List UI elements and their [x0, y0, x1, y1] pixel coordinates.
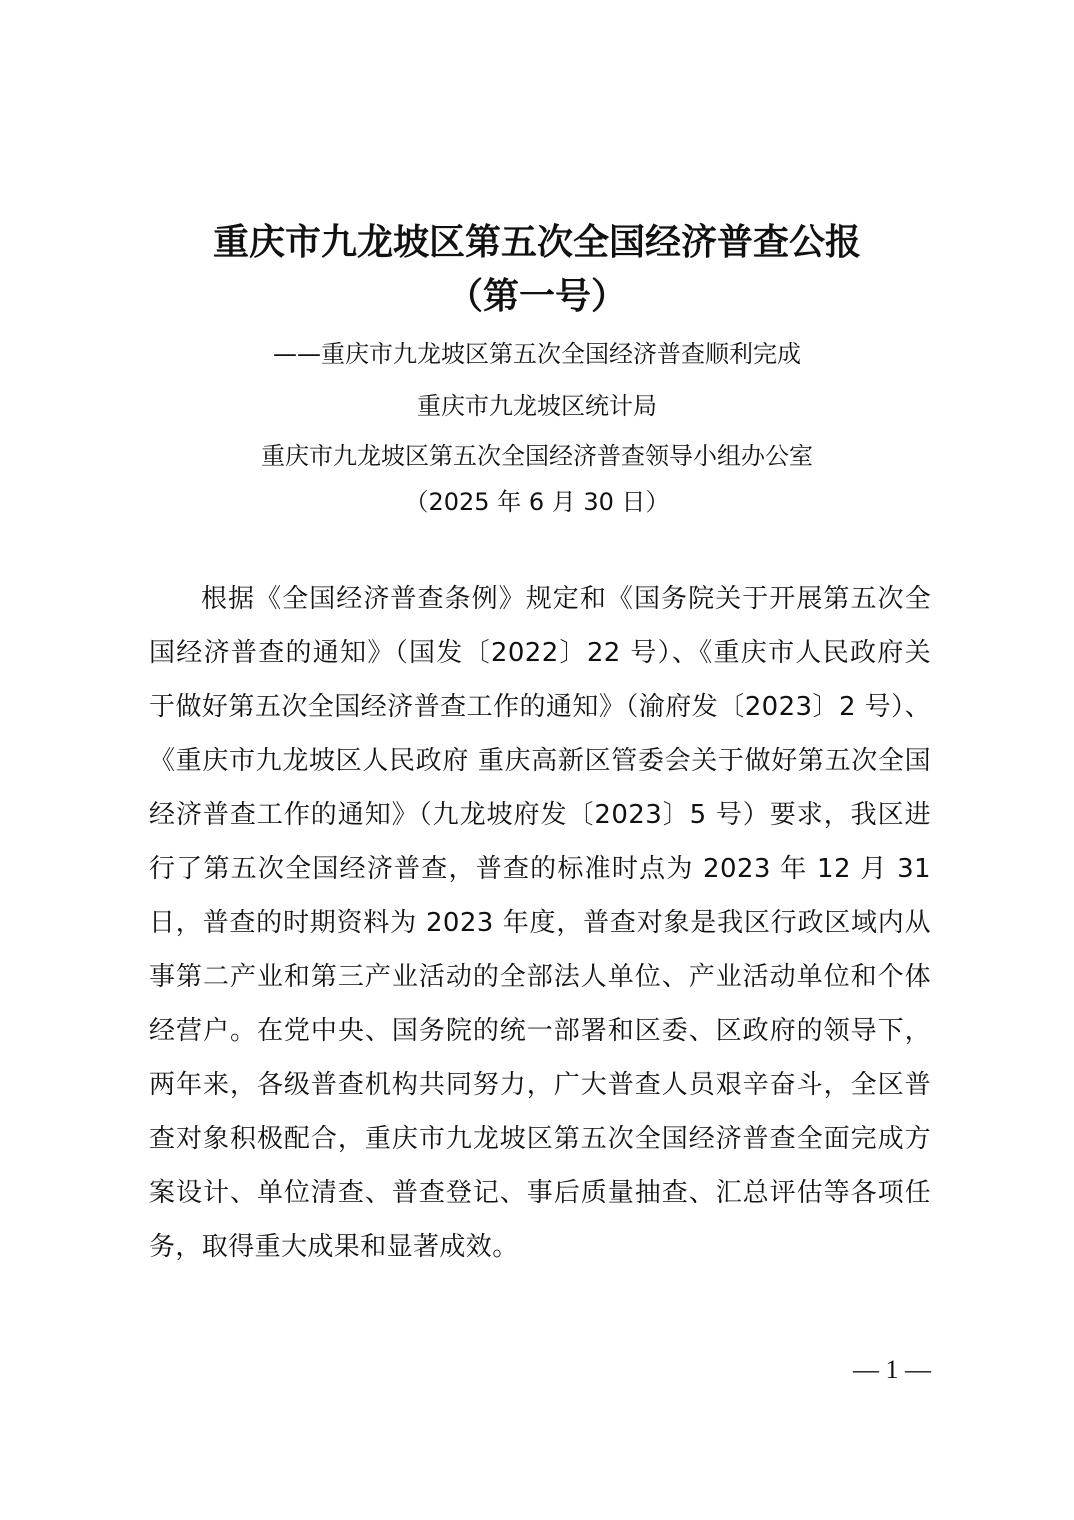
body-paragraph: 根据《全国经济普查条例》规定和《国务院关于开展第五次全国经济普查的通知》（国发〔2022〕22 号）、《重庆市人民政府关于做好第五次全国经济普查工作的通知》（渝府发〔2023〕2 号）、《重庆市九龙坡区人民政府 重庆高新区管委会关于做好第五次全国经济普查工作的通知》（九龙坡府发〔2023〕5 号）要求，我区进行了第五次全国经济普查，普查的标准时点为 2023 年 12 月 31 日，普查的时期资料为 2023 年度，普查对象是我区行政区域内从事第二产业和第三产业活动的全部法人单位、产业活动单位和个体经营户。在党中央、国务院的统一部署和区委、区政府的领导下，两年来，各级普查机构共同努力，广大普查人员艰辛奋斗，全区普查对象积极配合，重庆市九龙坡区第五次全国经济普查全面完成方案设计、单位清查、普查登记、事后质量抽查、汇总评估等各项任务，取得重大成果和显著成效。 [149, 584, 931, 1262]
issuer-statistics-bureau: 重庆市九龙坡区统计局 [417, 392, 657, 420]
page-number: — 1 — [853, 1355, 931, 1384]
document-subtitle: ——重庆市九龙坡区第五次全国经济普查顺利完成 [273, 340, 801, 368]
publication-date: （2025 年 6 月 30 日） [404, 488, 670, 516]
issue-number: （第一号） [446, 275, 627, 317]
document-title: 重庆市九龙坡区第五次全国经济普查公报 [212, 221, 861, 263]
issuer-census-office: 重庆市九龙坡区第五次全国经济普查领导小组办公室 [261, 442, 813, 470]
